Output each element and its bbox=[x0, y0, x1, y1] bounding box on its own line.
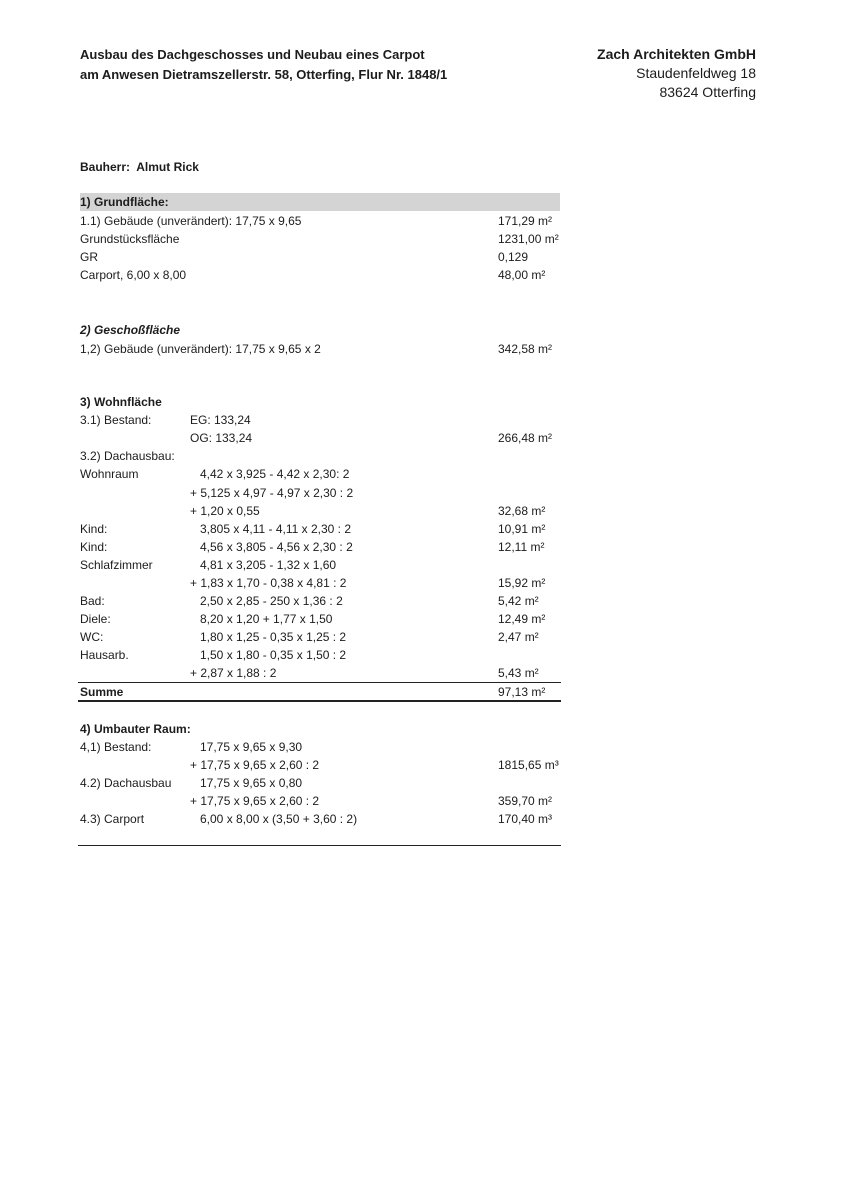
row-value: 15,92 m² bbox=[498, 576, 546, 590]
table-row bbox=[80, 610, 560, 628]
row-calc: + 17,75 x 9,65 x 2,60 : 2 bbox=[190, 794, 320, 808]
row-value: 5,43 m² bbox=[498, 666, 539, 680]
sum-bottom-rule bbox=[78, 700, 561, 702]
section-title: 1) Grundfläche: bbox=[80, 195, 169, 209]
project-title-line-1: Ausbau des Dachgeschosses und Neubau eines Carpot bbox=[80, 47, 425, 62]
row-calc: + 1,20 x 0,55 bbox=[190, 504, 260, 518]
table-row bbox=[80, 429, 560, 447]
table-row bbox=[80, 212, 560, 230]
row-value: 1815,65 m³ bbox=[498, 758, 559, 772]
row-label: 1.1) Gebäude (unverändert): 17,75 x 9,65 bbox=[80, 214, 302, 228]
row-calc: 17,75 x 9,65 x 0,80 bbox=[200, 776, 303, 790]
section-1-header bbox=[80, 193, 560, 211]
row-value: 170,40 m³ bbox=[498, 812, 553, 826]
table-row bbox=[80, 628, 560, 646]
section-title: 3) Wohnfläche bbox=[80, 395, 162, 409]
row-calc: + 2,87 x 1,88 : 2 bbox=[190, 666, 277, 680]
table-row bbox=[80, 646, 560, 664]
row-calc: 4,56 x 3,805 - 4,56 x 2,30 : 2 bbox=[200, 540, 353, 554]
project-title-line-2: am Anwesen Dietramszellerstr. 58, Otterfing, Flur Nr. 1848/1 bbox=[80, 67, 448, 82]
section-title: 2) Geschoßfläche bbox=[80, 323, 181, 337]
row-calc: EG: 133,24 bbox=[190, 413, 251, 427]
row-label: Hausarb. bbox=[80, 648, 129, 662]
table-row bbox=[80, 230, 560, 248]
table-row bbox=[80, 574, 560, 592]
table-row bbox=[80, 340, 560, 358]
row-value: 48,00 m² bbox=[498, 268, 546, 282]
row-label: Kind: bbox=[80, 522, 108, 536]
row-label: 4,1) Bestand: bbox=[80, 740, 152, 754]
table-row bbox=[80, 465, 560, 483]
row-calc: 3,805 x 4,11 - 4,11 x 2,30 : 2 bbox=[200, 522, 351, 536]
row-label: 3.2) Dachausbau: bbox=[80, 449, 175, 463]
row-label: GR bbox=[80, 250, 98, 264]
row-calc: 8,20 x 1,20 + 1,77 x 1,50 bbox=[200, 612, 333, 626]
sum-value: 97,13 m² bbox=[498, 685, 546, 699]
row-value: 5,42 m² bbox=[498, 594, 539, 608]
section-2-header bbox=[80, 321, 560, 339]
row-label: Diele: bbox=[80, 612, 111, 626]
sum-label: Summe bbox=[80, 685, 124, 699]
row-calc: 17,75 x 9,65 x 9,30 bbox=[200, 740, 303, 754]
row-label: 1,2) Gebäude (unverändert): 17,75 x 9,65 x 2 bbox=[80, 342, 321, 356]
table-row bbox=[80, 592, 560, 610]
row-calc: 2,50 x 2,85 - 250 x 1,36 : 2 bbox=[200, 594, 343, 608]
table-row bbox=[80, 756, 560, 774]
row-value: 0,129 bbox=[498, 250, 529, 264]
table-row bbox=[80, 447, 560, 465]
table-row bbox=[80, 520, 560, 538]
row-calc: + 17,75 x 9,65 x 2,60 : 2 bbox=[190, 758, 320, 772]
row-value: 266,48 m² bbox=[498, 431, 553, 445]
section-title: 4) Umbauter Raum: bbox=[80, 722, 191, 736]
table-row bbox=[80, 774, 560, 792]
row-calc: + 1,83 x 1,70 - 0,38 x 4,81 : 2 bbox=[190, 576, 347, 590]
row-value: 2,47 m² bbox=[498, 630, 539, 644]
table-row bbox=[80, 738, 560, 756]
row-value: 342,58 m² bbox=[498, 342, 553, 356]
table-row bbox=[80, 484, 560, 502]
row-value: 171,29 m² bbox=[498, 214, 553, 228]
firm-address bbox=[597, 45, 756, 102]
row-value: 359,70 m² bbox=[498, 794, 553, 808]
closing-rule bbox=[78, 845, 561, 846]
row-value: 12,49 m² bbox=[498, 612, 546, 626]
sum-row bbox=[80, 683, 560, 701]
row-calc: 4,42 x 3,925 - 4,42 x 2,30: 2 bbox=[200, 467, 350, 481]
row-label: WC: bbox=[80, 630, 104, 644]
firm-city: 83624 Otterfing bbox=[659, 84, 756, 100]
table-row bbox=[80, 411, 560, 429]
table-row bbox=[80, 664, 560, 682]
table-row bbox=[80, 248, 560, 266]
table-row bbox=[80, 556, 560, 574]
table-row bbox=[80, 792, 560, 810]
table-row bbox=[80, 266, 560, 284]
firm-street: Staudenfeldweg 18 bbox=[636, 65, 756, 81]
table-row bbox=[80, 538, 560, 556]
row-calc: 1,50 x 1,80 - 0,35 x 1,50 : 2 bbox=[200, 648, 347, 662]
section-4-header bbox=[80, 720, 560, 738]
client-label: Bauherr: bbox=[80, 160, 131, 174]
table-row bbox=[80, 810, 560, 828]
row-label: Carport, 6,00 x 8,00 bbox=[80, 268, 187, 282]
row-label: Bad: bbox=[80, 594, 105, 608]
row-calc: 1,80 x 1,25 - 0,35 x 1,25 : 2 bbox=[200, 630, 347, 644]
row-label: Kind: bbox=[80, 540, 108, 554]
row-label: 3.1) Bestand: bbox=[80, 413, 152, 427]
row-value: 12,11 m² bbox=[498, 540, 545, 554]
row-label: Grundstücksfläche bbox=[80, 232, 180, 246]
client-line bbox=[80, 160, 199, 174]
row-calc: 6,00 x 8,00 x (3,50 + 3,60 : 2) bbox=[200, 812, 358, 826]
client-name: Almut Rick bbox=[136, 160, 199, 174]
row-label: 4.3) Carport bbox=[80, 812, 145, 826]
row-calc: + 5,125 x 4,97 - 4,97 x 2,30 : 2 bbox=[190, 486, 354, 500]
project-title bbox=[80, 45, 447, 85]
row-label: Wohnraum bbox=[80, 467, 139, 481]
row-label: 4.2) Dachausbau bbox=[80, 776, 172, 790]
row-value: 32,68 m² bbox=[498, 504, 546, 518]
firm-name: Zach Architekten GmbH bbox=[597, 46, 756, 62]
table-row bbox=[80, 502, 560, 520]
section-3-header bbox=[80, 393, 560, 411]
row-calc: 4,81 x 3,205 - 1,32 x 1,60 bbox=[200, 558, 337, 572]
row-value: 10,91 m² bbox=[498, 522, 546, 536]
row-label: Schlafzimmer bbox=[80, 558, 153, 572]
row-calc: OG: 133,24 bbox=[190, 431, 253, 445]
row-value: 1231,00 m² bbox=[498, 232, 559, 246]
